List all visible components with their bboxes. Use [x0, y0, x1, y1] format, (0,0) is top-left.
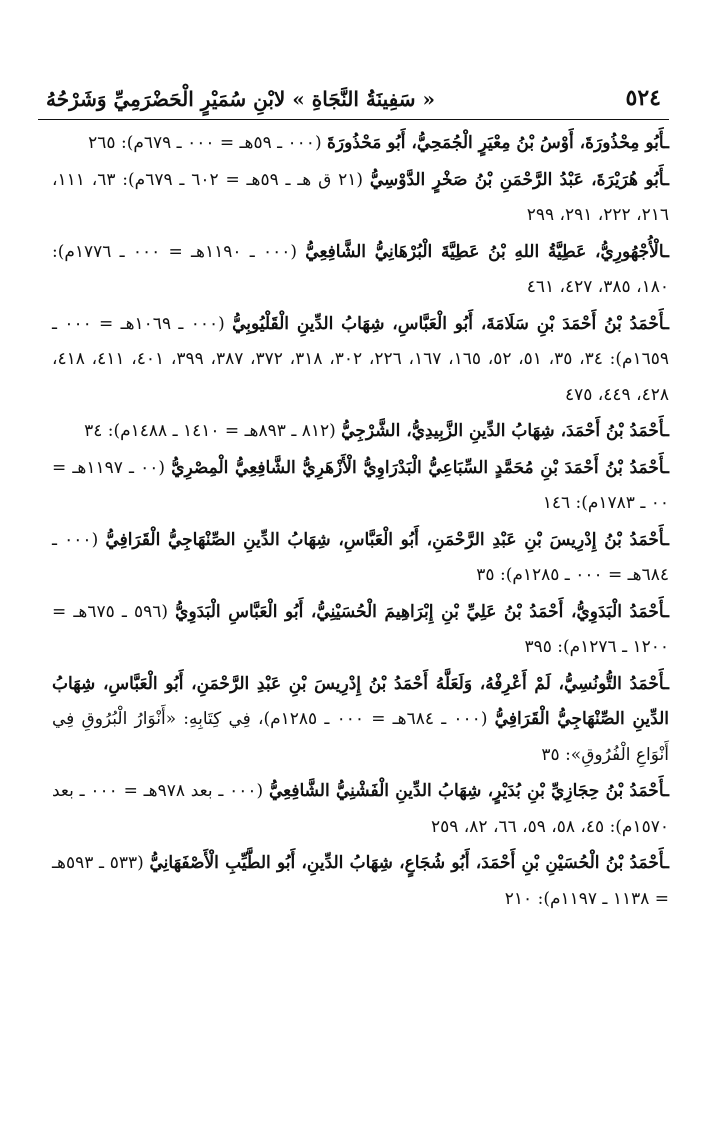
entry-dash: ـ	[664, 241, 670, 262]
entry-name: أَحْمَدُ بْنُ أَحْمَدَ بْنِ سَلَامَةَ، أَبُو الْعَبَّاسِ، شِهَابُ الدِّينِ الْقَلْيُوبِيُّ	[232, 313, 665, 334]
index-entry	[34, 163, 669, 234]
entry-dash: ـ	[664, 853, 669, 873]
entry-details: (٠٠٠ ـ ٦٨٤هـ = ٠٠٠ ـ ١٢٨٥م)، فِي كِتَابِهِ: «أَنْوَارُ الْبُرُوقِ فِي أَنْوَاعِ الْفُرُوقِ»: ٣٥	[52, 709, 669, 765]
entry-details: (٠٠٠ ـ ١١٩٠هـ = ٠٠٠ ـ ١٧٧٦م): ١٨٠، ٣٨٥، ٤٢٧، ٤٦١	[52, 241, 669, 297]
entry-dash: ـ	[664, 133, 669, 153]
entry-details: (٢١ ق هـ ـ ٥٩هـ = ٦٠٢ ـ ٦٧٩م): ٦٣، ١١١، ٢١٦، ٢٢٢، ٢٩١، ٢٩٩	[52, 169, 669, 225]
entry-dash: ـ	[664, 781, 669, 801]
entry-details: (٠٠٠ ـ ٦٨٤هـ = ٠٠٠ ـ ١٢٨٥م): ٣٥	[52, 529, 669, 585]
entry-dash: ـ	[664, 457, 669, 478]
index-entry	[34, 774, 669, 845]
entry-details: (٠٠ ـ ١١٩٧هـ = ٠٠ ـ ١٧٨٣م): ١٤٦	[52, 457, 669, 513]
entry-name: أَحْمَدُ بْنُ إِدْرِيسَ بْنِ عَبْدِ الرَّحْمَنِ، أَبُو الْعَبَّاسِ، شِهَابُ الدِّينِ الصِّنْهَاجِيُّ الْقَرَافِيُّ	[105, 529, 665, 550]
page-number: ٥٢٤	[625, 85, 661, 111]
index-entry	[34, 235, 669, 306]
index-entry	[34, 523, 669, 594]
entry-dash: ـ	[664, 601, 669, 622]
entry-name: أَحْمَدُ بْنُ أَحْمَدَ بْنِ مُحَمَّدٍ السِّبَاعِيُّ الْبَدْرَاوِيُّ الْأَزْهَرِيُّ الشَّافِعِيُّ الْمِصْرِيُّ	[171, 457, 665, 478]
index-entry	[34, 667, 669, 774]
index-entry	[34, 846, 669, 917]
entry-details: (٠٠٠ ـ بعد ٩٧٨هـ = ٠٠٠ ـ بعد ١٥٧٠م): ٤٥، ٥٨، ٥٩، ٦٦، ٨٢، ٢٥٩	[52, 781, 669, 837]
entry-dash: ـ	[664, 169, 670, 190]
entry-name: أَبُو هُرَيْرَةَ، عَبْدُ الرَّحْمَنِ بْنُ صَخْرٍ الدَّوْسِيُّ	[369, 169, 665, 190]
entry-name: أَحْمَدُ بْنُ الْحُسَيْنِ بْنِ أَحْمَدَ، أَبُو شُجَاعٍ، شِهَابُ الدِّينِ، أَبُو الطَّيِّبِ الْأَصْفَهَانِيُّ	[149, 853, 665, 873]
running-title: « سَفِينَةُ النَّجَاةِ » لابْنِ سُمَيْرٍ الْحَضْرَمِيِّ وَشَرْحُهُ	[46, 87, 436, 111]
page-header	[38, 68, 669, 120]
entry-details: (٥٩٦ ـ ٦٧٥هـ = ١٢٠٠ ـ ١٢٧٦م): ٣٩٥	[52, 601, 669, 657]
entry-name: أَحْمَدُ الْبَدَوِيُّ، أَحْمَدُ بْنُ عَلِيِّ بْنِ إِبْرَاهِيمَ الْحُسَيْنِيُّ، أَبُو الْعَبَّاسِ الْبَدَوِيُّ	[175, 601, 665, 622]
index-entries	[34, 126, 669, 918]
entry-name: أَبُو مِحْذُورَةَ، أَوْسُ بْنُ مِعْيَرٍ الْجُمَحِيُّ، أَبُو مَحْذُورَةَ	[327, 133, 665, 153]
index-entry	[34, 414, 669, 450]
entry-dash: ـ	[664, 421, 669, 441]
entry-dash: ـ	[664, 313, 669, 334]
entry-dash: ـ	[664, 529, 670, 550]
entry-details: (٨١٢ ـ ٨٩٣هـ = ١٤١٠ ـ ١٤٨٨م): ٣٤	[84, 421, 342, 441]
entry-name: أَحْمَدُ بْنُ أَحْمَدَ، شِهَابُ الدِّينِ الزَّبِيدِيُّ، الشَّرْجِيُّ	[341, 421, 665, 441]
entry-name: الْأُجْهُورِيُّ، عَطِيَّةُ اللهِ بْنُ عَطِيَّةَ الْبُرْهَانِيُّ الشَّافِعِيُّ	[305, 241, 665, 262]
entry-name: أَحْمَدُ بْنُ حِجَازِيِّ بْنِ بُدَيْرٍ، شِهَابُ الدِّينِ الْفَشْنِيُّ الشَّافِعِيُّ	[268, 781, 664, 801]
entry-dash: ـ	[664, 673, 669, 694]
entry-name: أَحْمَدُ التُّونُسِيُّ، لَمْ أَعْرِفْهُ، وَلَعَلَّهُ أَحْمَدُ بْنُ إِدْرِيسَ بْنِ عَبْدِ الرَّحْمَنِ، أَبُو الْعَبَّاسِ، شِهَابُ الدِّينِ الصِّنْهَاجِيُّ الْقَرَافِيُّ	[52, 673, 669, 729]
entry-details: (٥٣٣ ـ ٥٩٣هـ = ١١٣٨ ـ ١١٩٧م): ٢١٠	[52, 853, 669, 909]
entry-details: (٠٠٠ ـ ٥٩هـ = ٠٠٠ ـ ٦٧٩م): ٢٦٥	[88, 133, 327, 153]
entry-details: (٠٠٠ ـ ١٠٦٩هـ = ٠٠٠ ـ ١٦٥٩م): ٣٤، ٣٥، ٥١، ٥٢، ١٦٥، ١٦٧، ٢٢٦، ٣٠٢، ٣١٨، ٣٧٢، ٣٨٧، ٣٩٩، ٤٠١، ٤١١، ٤١٨، ٤٢٨، ٤٤٩، ٤٧٥	[52, 313, 670, 405]
index-entry	[34, 126, 669, 162]
index-entry	[34, 595, 669, 666]
index-entry	[34, 451, 669, 522]
index-entry	[34, 307, 669, 414]
